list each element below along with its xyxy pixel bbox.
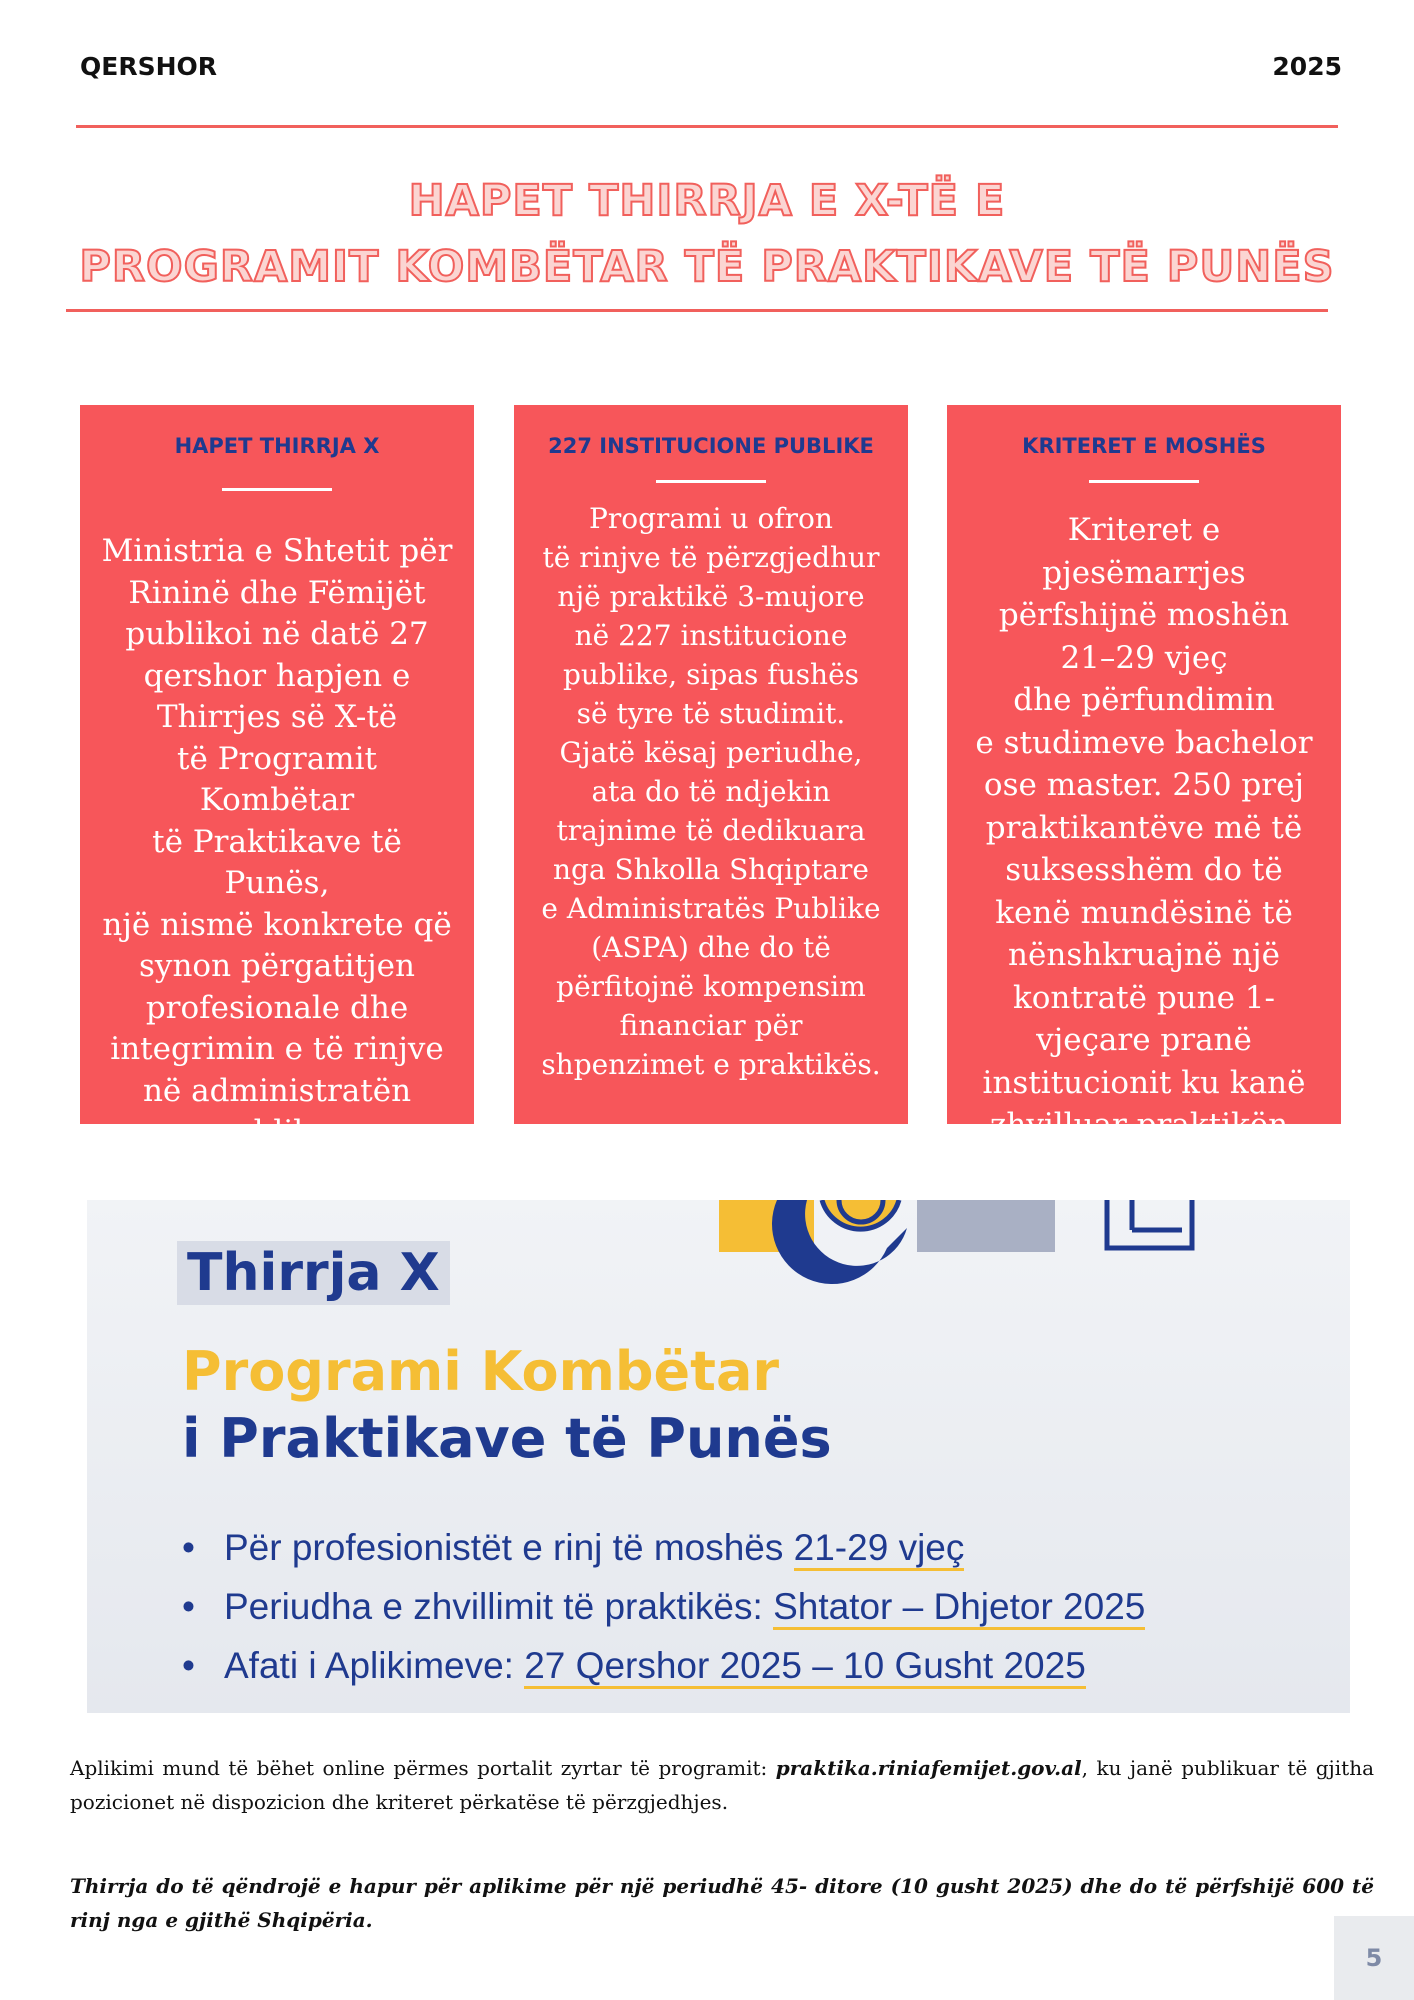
card-text-line: Thirrjes së X-të: [156, 699, 398, 735]
card-text-line: profesionale dhe: [145, 989, 409, 1026]
banner-info-text: Afati i Aplikimeve:: [224, 1645, 525, 1686]
title-line-1: HAPET THIRRJA E X-TË E: [408, 176, 1006, 226]
banner-half-circle: [822, 1200, 899, 1229]
banner-info-item: [182, 1636, 1145, 1695]
card-text-line: e Administratës Publike: [541, 892, 881, 925]
banner-info-highlight: 27 Qershor 2025 – 10 Gusht 2025: [524, 1645, 1086, 1689]
banner-info-text: Periudha e zhvillimit të praktikës:: [224, 1586, 774, 1627]
card-text-line: institucionit ku kanë: [982, 1064, 1306, 1101]
banner-grey-block: [917, 1200, 1055, 1252]
card-text-line: financiar për: [619, 1009, 803, 1042]
card-text-line: Rininë dhe Fëmijët: [128, 574, 426, 611]
header-month: QERSHOR: [80, 52, 218, 81]
banner-info-highlight: Shtator – Dhjetor 2025: [773, 1586, 1145, 1630]
card-text-line: zhvilluar praktikën.: [990, 1107, 1298, 1143]
card-text-line: nga Shkolla Shqiptare: [552, 853, 869, 886]
banner-info-item: [182, 1518, 1145, 1577]
card-text: [80, 531, 474, 1154]
banner-outline-box: [1107, 1200, 1192, 1248]
card-text-line: dhe përfundimin: [1013, 682, 1275, 718]
paragraph-text-after: , ku janë publikuar të gjitha pozicionet në dispozicion dhe kriteret përkatëse të përzgjedhjes.: [70, 1756, 1375, 1814]
card-text-line: publike.: [213, 1114, 341, 1150]
card-text-line: qershor hapjen e: [143, 657, 411, 694]
banner-info-text: Për profesionistët e rinj të moshës: [224, 1527, 794, 1568]
banner-info-highlight: 21-29 vjeç: [794, 1527, 965, 1571]
card-text-line: 21–29 vjeç: [1060, 639, 1228, 676]
portal-link[interactable]: praktika.riniafemijet.gov.al: [775, 1756, 1082, 1780]
card-text-line: përfitojnë kompensim: [556, 970, 866, 1003]
banner-tag: Thirrja X: [177, 1241, 450, 1305]
card-text-line: ata do të ndjekin: [591, 775, 831, 808]
title-bottom-rule: [66, 309, 1328, 312]
card-text-line: një nismë konkrete që: [102, 906, 452, 943]
card-text-line: trajnime të dedikuara: [556, 814, 866, 847]
card-text-line: kenë mundësinë të: [995, 894, 1293, 931]
card-text-line: përfshijnë moshën: [998, 597, 1290, 633]
card-text-line: një praktikë 3-mujore: [557, 580, 865, 613]
banner-info-list: [182, 1518, 1145, 1695]
card-divider: [1089, 480, 1199, 483]
card-text-line: në administratën: [142, 1072, 412, 1109]
card-text-line: vjeçare pranë: [1036, 1022, 1252, 1058]
page-number: 5: [1334, 1916, 1414, 2000]
title-top-rule: [76, 125, 1338, 128]
card-text-line: në 227 institucione: [574, 619, 848, 652]
card-text-line: së tyre të studimit.: [576, 697, 846, 730]
banner-title-line-1: Programi Kombëtar: [182, 1340, 780, 1403]
card-text-line: integrimin e të rinjve: [110, 1031, 444, 1067]
card-text: [514, 499, 908, 1084]
card-text-line: suksesshëm do të: [1005, 852, 1283, 888]
card-institucione-publike: [514, 405, 908, 1124]
paragraph-text-before: Aplikimi mund të bëhet online përmes portalit zyrtar të programit:: [70, 1756, 776, 1780]
card-text-line: të rinjve të përzgjedhur: [542, 541, 880, 574]
card-heading: HAPET THIRRJA X: [174, 434, 380, 458]
card-text-line: nënshkruajnë një: [1008, 937, 1280, 973]
card-divider: [222, 488, 332, 491]
page-title: [0, 168, 1414, 300]
deadline-paragraph: Thirrja do të qëndrojë e hapur për aplikime për një periudhë 45- ditore (10 gusht 2025) dhe do të përfshijë 600 të rinj nga e gjithë Shqipëria.: [70, 1874, 1374, 1932]
card-hapet-thirrja: [80, 405, 474, 1150]
program-banner-image: [87, 1200, 1350, 1713]
application-paragraph: [70, 1751, 1374, 1819]
card-text-line: synon përgatitjen: [139, 948, 415, 984]
card-text-line: kontratë pune 1-: [1012, 979, 1275, 1016]
card-heading: KRITERET E MOSHËS: [1022, 434, 1266, 458]
card-kriteret-moshes: [947, 405, 1341, 1143]
card-text-line: Programi u ofron: [589, 502, 833, 535]
header-year: 2025: [1272, 52, 1342, 81]
card-text-line: të Praktikave të Punës,: [152, 823, 402, 901]
card-text-line: Ministria e Shtetit për: [101, 533, 453, 569]
title-line-2: PROGRAMIT KOMBËTAR TË PRAKTIKAVE TË PUNËS: [79, 242, 1335, 292]
card-text-line: (ASPA) dhe do të: [591, 931, 831, 964]
card-text-line: publikoi në datë 27: [125, 616, 429, 652]
card-text-line: Gjatë kësaj periudhe,: [559, 736, 863, 769]
card-text-line: Kriteret e pjesëmarrjes: [1042, 512, 1246, 591]
card-text-line: praktikantëve më të: [985, 809, 1303, 846]
banner-title-line-2: i Praktikave të Punës: [182, 1407, 832, 1470]
card-heading: 227 INSTITUCIONE PUBLIKE: [548, 434, 874, 458]
card-text-line: e studimeve bachelor: [975, 724, 1313, 761]
card-text-line: ose master. 250 prej: [983, 767, 1305, 803]
card-divider: [656, 480, 766, 483]
card-text-line: shpenzimet e praktikës.: [541, 1048, 881, 1081]
banner-info-item: [182, 1577, 1145, 1636]
card-text-line: të Programit Kombëtar: [177, 740, 377, 818]
card-text: [947, 509, 1341, 1147]
card-text-line: publike, sipas fushës: [562, 658, 860, 691]
